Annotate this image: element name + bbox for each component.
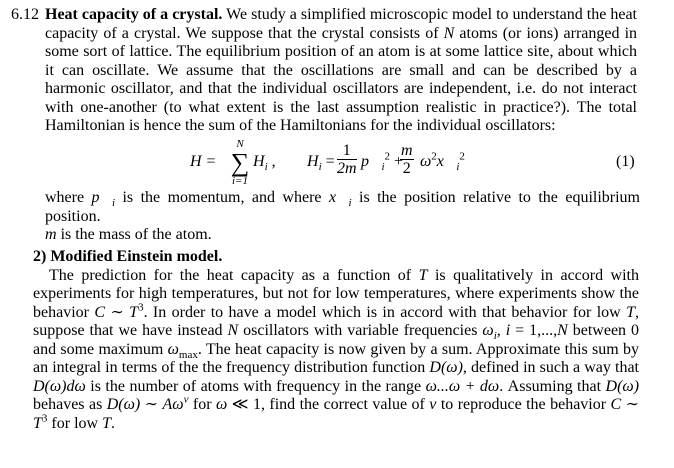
sec-d4: D(ω) xyxy=(106,396,141,413)
sec-d2: D(ω)dω xyxy=(33,377,86,395)
x-sub: i xyxy=(348,197,352,210)
sum-term-h: H xyxy=(253,153,265,170)
section-title: 2) Modified Einstein model. xyxy=(33,248,223,265)
sec-text-15: for xyxy=(188,396,217,413)
sec-text-1: The prediction for the heat capacity as a function of xyxy=(49,266,419,284)
sec-text-11: is the number of atoms with frequency in the range xyxy=(85,377,426,395)
sec-range: ω...ω + dω xyxy=(425,377,500,395)
sec-nu-b: ν xyxy=(429,396,437,413)
sec-t: T xyxy=(418,266,428,284)
eq-hi xyxy=(307,153,335,172)
sec-text-3: . In order to have a model which is in accord with that behavior for low xyxy=(143,303,627,321)
sec-text-19: for low xyxy=(47,414,103,432)
where-text: where xyxy=(45,189,92,206)
sec-text-18: ∼ xyxy=(621,396,640,413)
sec-t-d: T xyxy=(102,414,111,432)
sec-text-7: = 1,..., xyxy=(510,322,558,339)
sec-text-10: , defined in such a way that xyxy=(462,359,639,376)
sec-n: N xyxy=(227,322,239,339)
problem-number: 6.12 xyxy=(11,6,39,23)
sec-text-14: ∼ xyxy=(140,396,163,413)
problem-title: Heat capacity of a crystal. xyxy=(45,6,223,23)
m-var: m xyxy=(45,226,57,243)
frac1-num: 1 xyxy=(337,142,357,160)
sec-max-sub: max xyxy=(178,348,198,361)
eq-hi-sub: i xyxy=(318,161,322,174)
fraction-1-over-2m xyxy=(337,142,357,177)
sec-omega-ll: ω xyxy=(216,396,228,413)
sec-text-12: . Assuming that xyxy=(499,377,606,395)
var-n: N xyxy=(443,24,455,42)
eq-equals: = xyxy=(321,153,335,170)
sec-text-20: . xyxy=(110,414,115,432)
p-sub: i xyxy=(111,197,116,210)
sum-upper: N xyxy=(236,138,244,150)
sec-t-b: T xyxy=(626,303,636,321)
intro-text: We study a simplified microscopic model to understand the heat capacity of a crystal. We suppose that the crystal consists of xyxy=(45,6,638,42)
sec-text-6: , xyxy=(496,322,506,339)
eq-hi-h: H xyxy=(307,153,319,170)
p-vec: p⃗ xyxy=(91,189,112,206)
problem-statement xyxy=(11,6,637,136)
sum-term xyxy=(253,153,276,172)
equation-number: (1) xyxy=(616,153,635,170)
sec-text-16: ≪ 1, find the correct value of xyxy=(227,396,430,413)
eq-plus: + xyxy=(390,153,404,170)
x-vec: x⃗ xyxy=(328,189,349,206)
eq-h xyxy=(190,153,216,172)
sec-c-b: C xyxy=(610,396,622,413)
sec-d3: D(ω) xyxy=(605,377,640,395)
term1-p: p⃗ xyxy=(361,153,382,170)
term1-sup: 2 xyxy=(384,150,391,163)
sec-t-c: T xyxy=(33,414,42,432)
sec-text-8: between 0 and some maximum xyxy=(33,322,639,358)
sec-n-b: N xyxy=(557,322,568,339)
term2-x-sup: 2 xyxy=(459,150,465,163)
sec-text-9: . The heat capacity is now given by a sum. Approximate this sum by an integral in terms of the the frequency distribution function xyxy=(33,340,640,376)
sum-term-sub: i xyxy=(264,161,268,174)
fraction-m-over-2 xyxy=(400,142,414,177)
momentum-term xyxy=(361,150,404,174)
term2-sup: 2 xyxy=(431,150,437,163)
sec-sim: ∼ xyxy=(105,303,130,321)
where-text-2: is the momentum, and where xyxy=(115,189,329,206)
sec-text-4: , suppose that we have instead xyxy=(33,303,640,339)
sec-d1: D(ω) xyxy=(429,359,463,376)
sum-lower: i=1 xyxy=(232,175,248,187)
eq-h-lhs: H = xyxy=(190,153,217,170)
sec-c: C xyxy=(94,303,106,321)
sec-omega-max: ω xyxy=(167,340,179,358)
sec-nu: ν xyxy=(183,393,189,406)
term2-x: x⃗ xyxy=(436,153,457,170)
term1-sub: i xyxy=(381,161,385,174)
potential-term xyxy=(420,150,465,174)
sec-t3: T xyxy=(129,303,139,321)
sec-text-13: behaves as xyxy=(33,396,107,413)
term2-x-sub: i xyxy=(456,161,460,174)
section-modified-einstein xyxy=(33,248,639,433)
frac2-den: 2 xyxy=(402,160,411,177)
intro-text-2: atoms (or ions) arranged in some sort of lattice. The equilibrium position of an atom is at some lattice site, about which it can oscillate. We assume that the oscillations are small and can be described by a harmonic oscillator, and that the individual oscillators are independent, i.e. do not interact with one-another (to what extent is the last assumption realistic in practice?). The total Hamiltonian is hence the sum of the Hamiltonians for the individual oscillators: xyxy=(45,24,638,134)
term2-omega: ω xyxy=(420,153,432,170)
problem-body xyxy=(45,6,637,136)
sec-text-17: to reproduce the behavior xyxy=(436,396,611,413)
sec-three: 3 xyxy=(138,301,144,314)
sigma-symbol: ∑ xyxy=(230,148,250,177)
sec-text-5: oscillators with variable frequencies xyxy=(238,322,483,339)
sec-a-omega: Aω xyxy=(162,396,184,413)
sec-i: i xyxy=(505,322,511,339)
summation xyxy=(228,139,252,187)
sec-i-sub: i xyxy=(493,330,497,343)
hamiltonian-equation xyxy=(190,139,650,189)
eq-comma: , xyxy=(267,153,276,170)
where-text-3: is the position relative to the equilibrium position. xyxy=(45,189,641,225)
sec-omega-i: ω xyxy=(482,322,494,339)
sec-text-2: is qualitatively in accord with experiments for high temperatures, but not for low temperatures, where experiments show the behavior xyxy=(33,266,640,321)
equation-explanation xyxy=(45,189,640,245)
sec-three-b: 3 xyxy=(41,412,48,425)
frac1-den: 2m xyxy=(337,160,357,177)
where-text-4: is the mass of the atom. xyxy=(56,226,212,243)
frac2-num: m xyxy=(401,142,413,159)
